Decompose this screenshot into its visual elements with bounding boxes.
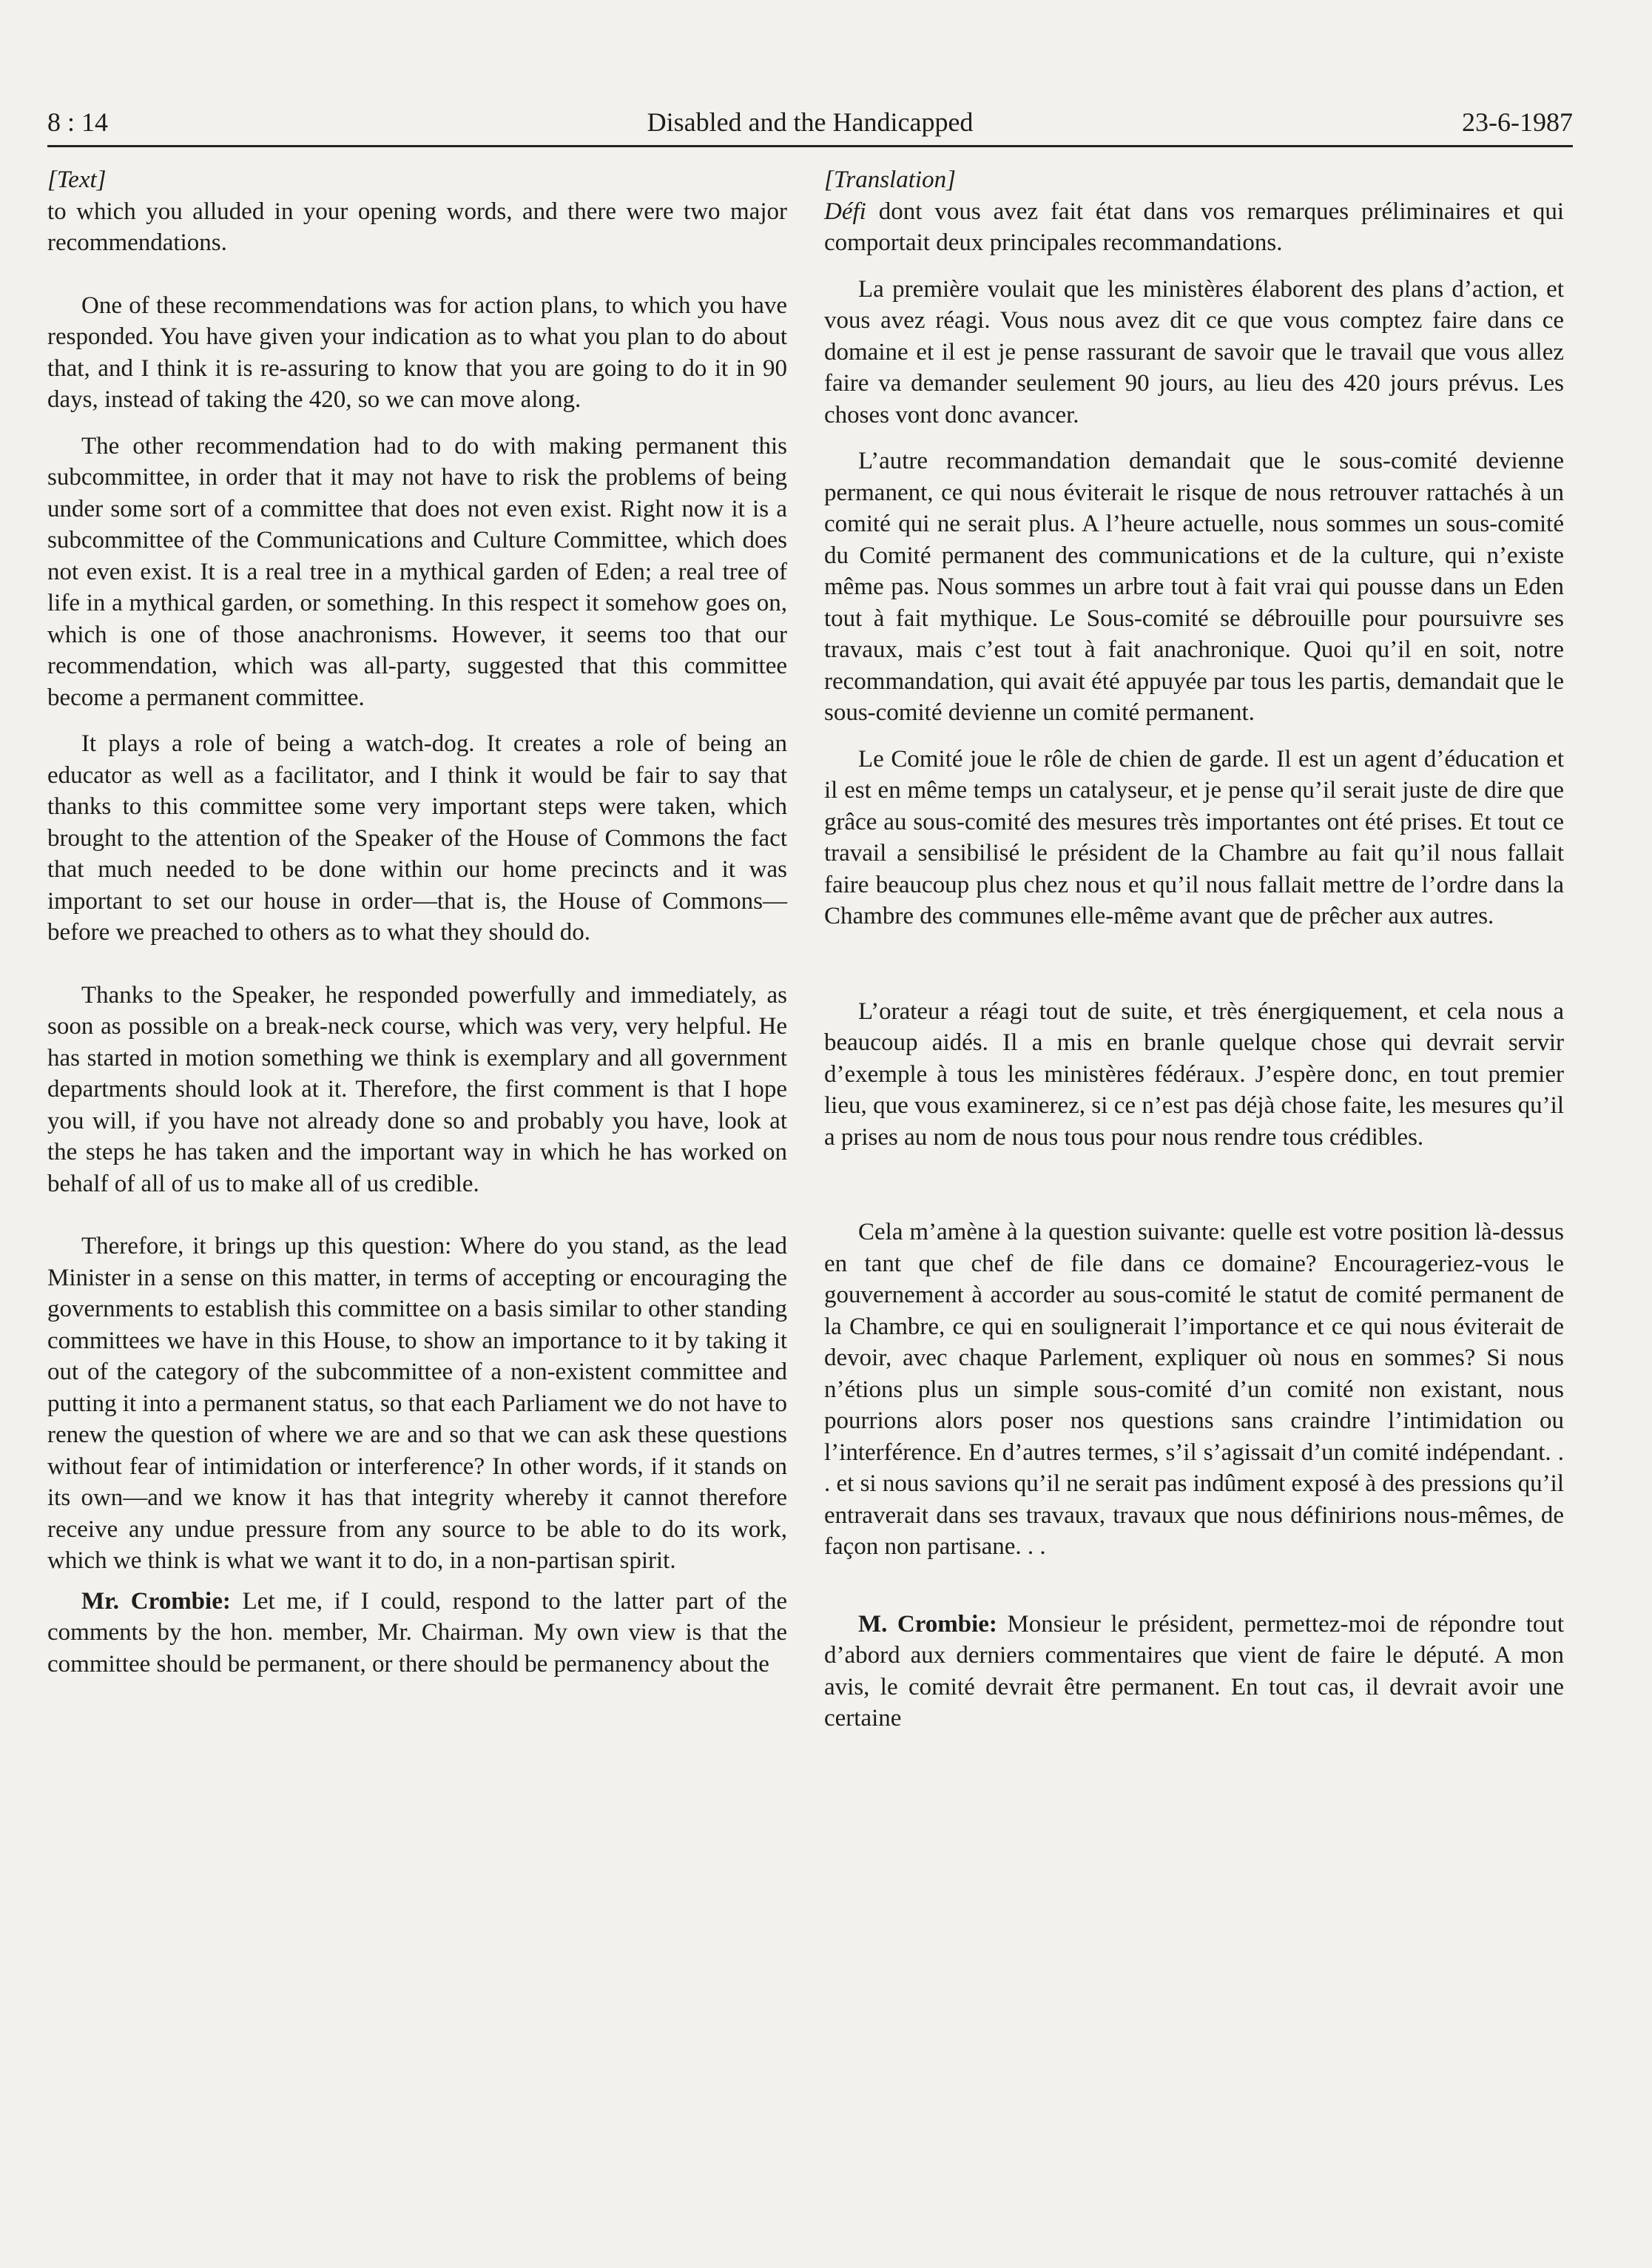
speaker-text-fr: Monsieur le président, permettez-moi de répondre tout d’abord aux derniers commentaires que vient de faire le député. A mon avis, le comité devrait être permanent. En tout cas, il devrait avoir une certaine xyxy=(824,1610,1564,1732)
french-column xyxy=(824,164,1564,1734)
french-paragraph-1 xyxy=(824,196,1564,259)
translation-label-close: ] xyxy=(946,166,956,193)
speaker-text: Let me, if I could, respond to the latter part of the comments by the hon. member, Mr. Chairman. My own view is that the committee should be permanent, or there should be permanency about the xyxy=(47,1587,787,1678)
french-paragraph-1-text: dont vous avez fait état dans vos remarques préliminaires et qui comportait deux principales recommandations. xyxy=(824,198,1564,256)
page-number: 8 : 14 xyxy=(47,107,109,137)
text-label-word: Text xyxy=(56,166,97,193)
page-header xyxy=(47,104,1573,148)
defi-word: Défi xyxy=(824,198,866,225)
page-date: 23-6-1987 xyxy=(1462,107,1573,137)
french-paragraph-7 xyxy=(824,1609,1564,1734)
english-paragraph-1: to which you alluded in your opening words, and there were two major recommendations. xyxy=(47,198,787,256)
english-paragraph-2: One of these recommendations was for action plans, to which you have responded. You have given your indication as to what you plan to do about that, and I think it is re-assuring to know that you are going to do it in 90 days, instead of taking the 420, so we can move along. xyxy=(47,292,787,413)
translation-label-word: Translation xyxy=(833,166,947,193)
french-paragraph-5: L’orateur a réagi tout de suite, et très énergiquement, et cela nous a beaucoup aidés. Il a mis en branle quelque chose qui devrait servir d’exemple à tous les ministères fédéraux. J’espère donc, en tout premier lieu, que vous examinerez, si ce n’est pas déjà chose faite, les mesures qu’il a prises au nom de nous tous pour nous rendre tous crédibles. xyxy=(824,997,1564,1151)
english-paragraph-6: Therefore, it brings up this question: Where do you stand, as the lead Minister in a sense on this matter, in terms of accepting or encouraging the governments to establish this committee on a basis similar to other standing committees we have in this House, to show an importance to it by taking it out of the category of the subcommittee of a non-existent committee and putting it into a permanent status, so that each Parliament we do not have to renew the question of where we are and so that we can ask these questions without fear of intimidation or interference? In other words, if it stands on its own—and we know it has that integrity whereby it cannot therefore receive any undue pressure from any source to be able to do its work, which we think is what we want it to do, in a non-partisan spirit. xyxy=(47,1233,787,1574)
french-paragraph-2: La première voulait que les ministères élaborent des plans d’action, et vous avez réagi. Vous nous avez dit ce que vous comptez faire dans ce domaine et il est je pense rassurant de savoir que le travail que vous allez faire va demander seulement 90 jours, au lieu des 420 jours prévus. Les choses vont donc avancer. xyxy=(824,275,1564,428)
header-rule xyxy=(47,145,1573,147)
french-paragraph-3: L’autre recommandation demandait que le sous-comité devienne permanent, ce qui nous éviterait le risque de nous retrouver rattachés à un comité qui ne serait plus. A l’heure actuelle, nous sommes un sous-comité du Comité permanent des communications et de la culture, qui n’existe même pas. Nous sommes un arbre tout à fait vrai qui pousse dans un Eden tout à fait mythique. Le Sous-comité se débrouille pour poursuivre ses travaux, mais c’est tout à fait anachronique. Quoi qu’il en soit, notre recommandation, qui avait été appuyée par tous les partis, demandait que le sous-comité devienne un comité permanent. xyxy=(824,448,1564,726)
english-paragraph-5: Thanks to the Speaker, he responded powerfully and immediately, as soon as possible on a break-neck course, which was very, very helpful. He has started in motion something we think is exemplary and all government departments should look at it. Therefore, the first comment is that I hope you will, if you have not already done so and probably you have, look at the steps he has taken and the important way in which he has worked on behalf of all of us to make all of us credible. xyxy=(47,981,787,1197)
speaker-name: Mr. Crombie: xyxy=(81,1587,231,1615)
french-paragraph-4: Le Comité joue le rôle de chien de garde. Il est un agent d’éducation et il est en même temps un catalyseur, et je pense qu’il serait juste de dire que grâce au sous-comité des mesures très importantes ont été prises. Et tout ce travail a sensibilisé le président de la Chambre au fait qu’il nous fallait faire beaucoup plus chez nous et qu’il nous fallait mettre de l’ordre dans la Chambre des communes elle-même avant que de prêcher aux autres. xyxy=(824,745,1564,929)
translation-label-open: [ xyxy=(824,166,834,193)
page-title: Disabled and the Handicapped xyxy=(647,107,974,137)
text-label-close: ] xyxy=(96,166,107,193)
text-label-open: [ xyxy=(47,166,57,193)
english-paragraph-4: It plays a role of being a watch-dog. It creates a role of being an educator as well as a facilitator, and I think it would be fair to say that thanks to this committee some very important steps were taken, which brought to the attention of the Speaker of the House of Commons the fact that much needed to be done within our home precincts and it was important to set our house in order—that is, the House of Commons—before we preached to others as to what they should do. xyxy=(47,730,787,946)
french-paragraph-6: Cela m’amène à la question suivante: quelle est votre position là-dessus en tant que chef de file dans ce domaine? Encourageriez-vous le gouvernement à accorder au sous-comité le statut de comité permanent de la Chambre, ce qui en soulignerait l’importance et ce qui nous éviterait de devoir, avec chaque Parlement, expliquer où nous en sommes? Si nous n’étions plus un simple sous-comité d’un comité non existant, nous pourrions alors poser nos questions sans craindre l’intimidation ou l’interférence. En d’autres termes, s’il s’agissait d’un comité indépendant. . . et si nous savions qu’il ne serait pas indûment exposé à des pressions qu’il entraverait dans ses travaux, travaux que nous définirions nous-mêmes, de façon non partisane. . . xyxy=(824,1219,1564,1560)
translation-label xyxy=(824,164,1564,196)
english-paragraph-3: The other recommendation had to do with making permanent this subcommittee, in order that it may not have to risk the problems of being under some sort of a committee that does not even exist. Right now it is a subcommittee of the Communications and Culture Committee, which does not even exist. It is a real tree in a mythical garden of Eden; a real tree of life in a mythical garden, or something. In this respect it somehow goes on, which is one of those anachronisms. However, it seems too that our recommendation, which was all-party, suggested that this committee become a permanent committee. xyxy=(47,432,787,711)
speaker-name-fr: M. Crombie: xyxy=(858,1610,997,1638)
english-paragraph-7 xyxy=(47,1586,787,1680)
text-label xyxy=(47,164,787,196)
english-column xyxy=(47,164,787,1680)
